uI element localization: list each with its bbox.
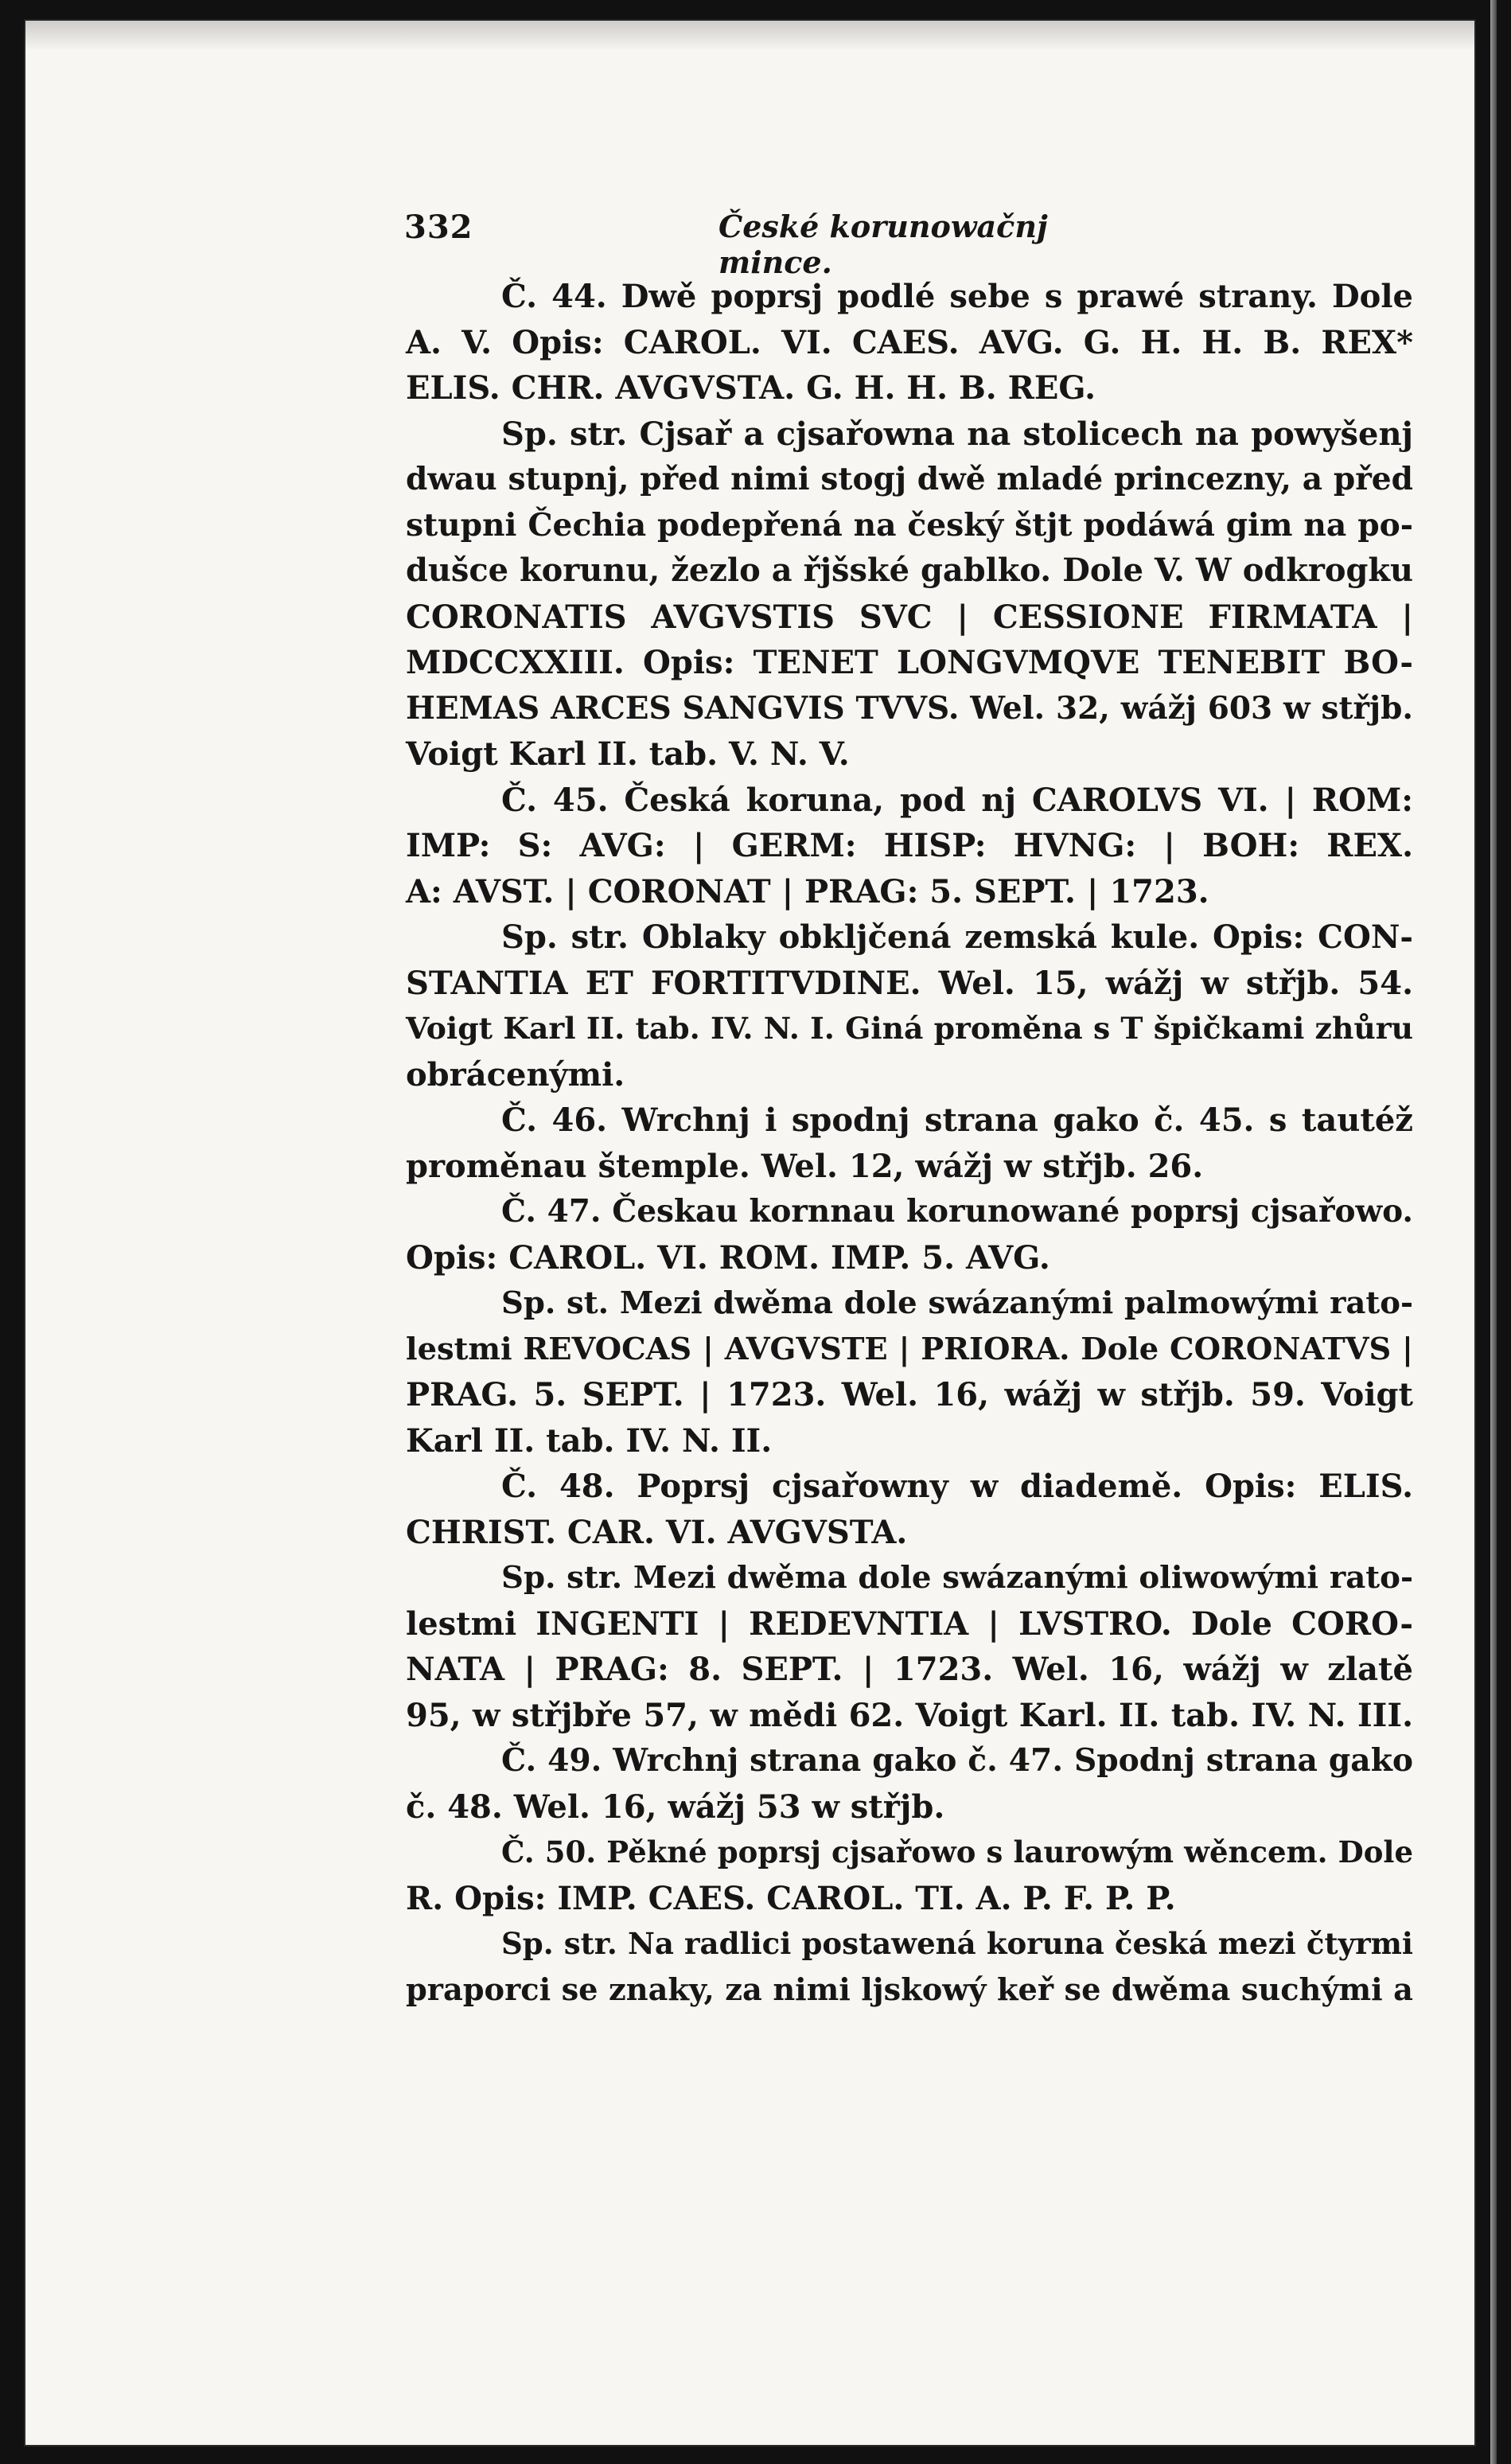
text-line: NATA | PRAG: 8. SEPT. | 1723. Wel. 16, wážj w zlatě: [406, 1651, 1413, 1688]
text-line: Sp. str. Cjsař a cjsařowna na stolicech na powyšenj: [501, 415, 1413, 453]
text-line: CORONATIS AVGVSTIS SVC | CESSIONE FIRMATA |: [406, 598, 1413, 636]
text-line: HEMAS ARCES SANGVIS TVVS. Wel. 32, wážj 603 w střjb.: [406, 689, 1413, 727]
text-line: IMP: S: AVG: | GERM: HISP: HVNG: | BOH: REX.: [406, 827, 1413, 864]
text-line: PRAG. 5. SEPT. | 1723. Wel. 16, wážj w střjb. 59. Voigt: [406, 1376, 1413, 1413]
text-line: Č. 47. Českau kornnau korunowané poprsj cjsařowo.: [501, 1193, 1413, 1230]
running-title: České korunowačnj mince.: [719, 209, 1048, 280]
text-line: A: AVST. | CORONAT | PRAG: 5. SEPT. | 1723.: [406, 872, 1209, 910]
text-line: praporci se znaky, za nimi ljskowý keř se dwěma suchými a: [406, 1971, 1413, 2008]
page-top-shadow: [24, 19, 1476, 51]
text-line: Č. 49. Wrchnj strana gako č. 47. Spodnj strana gako: [501, 1742, 1413, 1779]
page-header: [404, 209, 1104, 280]
text-line: 95, w střjbře 57, w mědi 62. Voigt Karl. II. tab. IV. N. III.: [406, 1696, 1413, 1734]
page-edge: [1490, 0, 1497, 2464]
text-line: STANTIA ET FORTITVDINE. Wel. 15, wážj w střjb. 54.: [406, 964, 1413, 1002]
text-line: Voigt Karl II. tab. V. N. V.: [406, 735, 850, 773]
text-line: proměnau štemple. Wel. 12, wážj w střjb. 26.: [406, 1147, 1204, 1185]
text-line: R. Opis: IMP. CAES. CAROL. TI. A. P. F. P. P.: [406, 1879, 1176, 1917]
text-line: Sp. st. Mezi dwěma dole swázanými palmowými rato-: [501, 1285, 1413, 1321]
text-line: Karl II. tab. IV. N. II.: [406, 1421, 773, 1460]
text-line: A. V. Opis: CAROL. VI. CAES. AVG. G. H. H. B. REX*: [406, 323, 1413, 361]
text-line: dwau stupnj, před nimi stogj dwě mladé princezny, a před: [406, 461, 1413, 497]
text-line: Č. 44. Dwě poprsj podlé sebe s prawé strany. Dole: [501, 278, 1413, 315]
text-line: Sp. str. Oblaky obkljčená zemská kule. Opis: CON-: [501, 918, 1413, 956]
text-line: ELIS. CHR. AVGVSTA. G. H. H. B. REG.: [406, 369, 1096, 407]
text-line: MDCCXXIII. Opis: TENET LONGVMQVE TENEBIT BO-: [406, 644, 1413, 681]
text-line: CHRIST. CAR. VI. AVGVSTA.: [406, 1513, 908, 1551]
text-line: Č. 46. Wrchnj i spodnj strana gako č. 45. s tautéž: [501, 1101, 1413, 1139]
text-line: lestmi REVOCAS | AVGVSTE | PRIORA. Dole CORONATVS |: [406, 1331, 1413, 1367]
text-line: Sp. str. Mezi dwěma dole swázanými oliwowými rato-: [501, 1560, 1413, 1596]
text-line: Č. 48. Poprsj cjsařowny w diademě. Opis: ELIS.: [501, 1468, 1413, 1505]
text-line: Opis: CAROL. VI. ROM. IMP. 5. AVG.: [406, 1238, 1050, 1277]
text-line: Č. 45. Česká koruna, pod nj CAROLVS VI. | ROM:: [501, 781, 1413, 819]
text-line: dušce korunu, žezlo a řjšské gablko. Dole V. W odkrogku: [406, 552, 1413, 589]
text-line: č. 48. Wel. 16, wážj 53 w střjb.: [406, 1788, 945, 1826]
text-line: obrácenými.: [406, 1055, 625, 1094]
body-text: [406, 274, 1413, 2013]
text-line: stupni Čechia podepřená na český štjt podáwá gim na po-: [406, 506, 1413, 544]
text-line: lestmi INGENTI | REDEVNTIA | LVSTRO. Dole CORO-: [406, 1604, 1413, 1643]
text-line: Voigt Karl II. tab. IV. N. I. Giná proměna s T špičkami zhůru: [406, 1011, 1413, 1046]
text-line: Č. 50. Pěkné poprsj cjsařowo s laurowým wěncem. Dole: [501, 1834, 1413, 1869]
page-number: 332: [404, 209, 473, 246]
text-line: Sp. str. Na radlici postawená koruna česká mezi čtyrmi: [501, 1926, 1413, 1961]
